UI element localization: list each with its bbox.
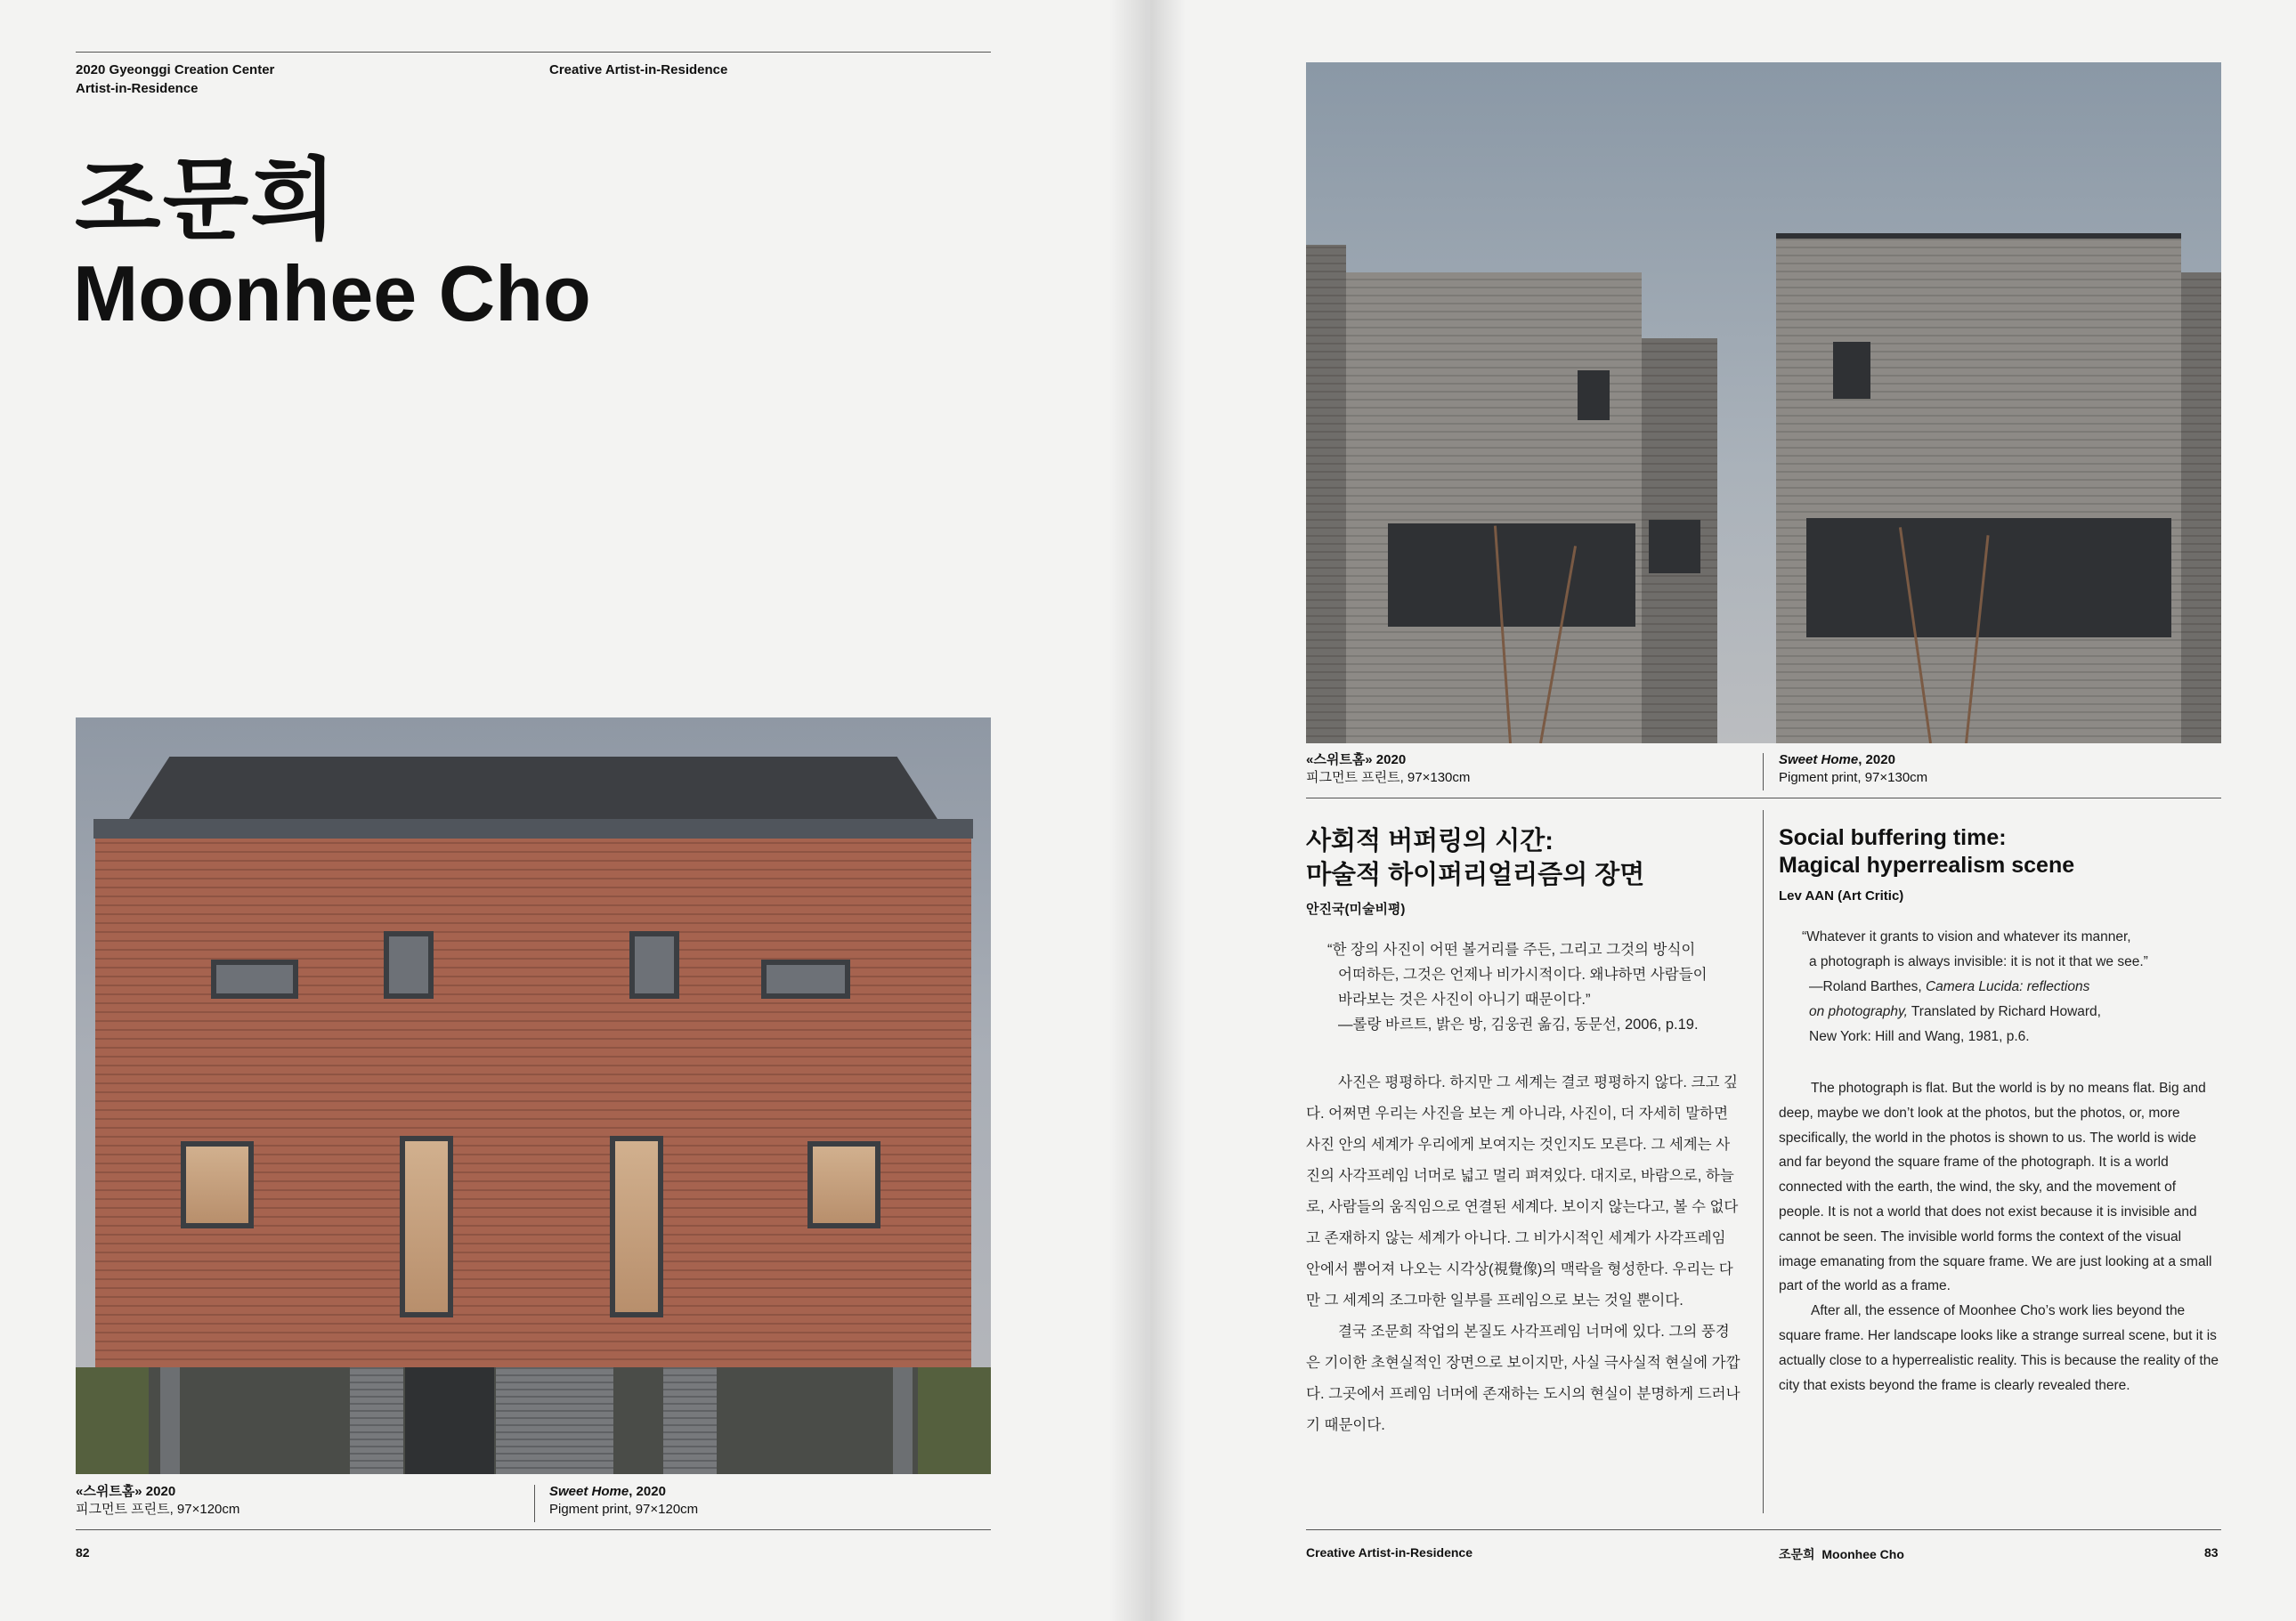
caption-title-ko: «스위트홈» 2020 (76, 1484, 176, 1499)
house-stone-wall (496, 1367, 613, 1474)
caption-right-en (1779, 751, 1927, 787)
caption-medium-ko: 피그먼트 프린트, 97×120cm (76, 1502, 240, 1517)
paragraph: 결국 조문희 작업의 본질도 사각프레임 너머에 있다. 그의 풍경은 기이한 초현실적인 장면으로 보이지만, 사실 극사실적 현실에 가깝다. 그곳에서 프레임 너머에 존재하는 도시의 현실이 분명하게 드러나기 때문이다. (1306, 1324, 1740, 1433)
building-far-right (2181, 272, 2221, 743)
building-window-band (1388, 523, 1635, 627)
building-window (1649, 520, 1700, 573)
house-window-lit (181, 1141, 254, 1228)
house-pillar (160, 1367, 180, 1474)
epigraph-line: 바라보는 것은 사진이 아니기 때문이다.” (1338, 992, 1591, 1008)
paragraph: The photograph is flat. But the world is by no means flat. Big and deep, maybe we don’t look at the photos, but the photos, or, more specifically, the world in the photos is shown to us. The world is wide and far beyond the square frame of the photograph. It is a world connected with the earth, the wind, the sky, and the movement of people. It is not a world that does not exist because it is invisible and cannot be seen. The invisible world forms the context of the visual image emanating from the square frame. We are just looking at a small part of the world as a frame. (1779, 1081, 2212, 1294)
building-right (1776, 237, 2181, 743)
caption-left-en (549, 1483, 698, 1519)
house-pillar (893, 1367, 913, 1474)
house-window (629, 931, 679, 999)
building-window (1578, 370, 1610, 420)
epigraph-ko (1306, 937, 1742, 1037)
caption-left-ko (76, 1483, 239, 1519)
caption-title-ko: «스위트홈» 2020 (1306, 752, 1407, 767)
caption-divider (1763, 753, 1764, 790)
epigraph-source (1809, 1000, 2221, 1025)
house-window (384, 931, 434, 999)
caption-medium-en: Pigment print, 97×130cm (1779, 770, 1928, 785)
gutter-shadow-right (1150, 0, 1186, 1621)
heading-line: 마술적 하이퍼리얼리즘의 장면 (1306, 861, 1645, 889)
building-edge (1306, 245, 1346, 743)
paragraph: 사진은 평평하다. 하지만 그 세계는 결코 평평하지 않다. 크고 깊다. 어쩌면 우리는 사진을 보는 게 아니라, 사진이, 더 자세히 말하면 사진 안의 세계가 우리에게 보여지는 것인지도 모른다. 그 세계는 사진의 사각프레임 너머로 넓고 멀리 펴져있다. 대지로, 바람으로, 하늘로, 사람들의 움직임으로 연결된 세계다. 보이지 않는다고, 볼 수 없다고 존재하지 않는 세계가 아니다. 그 비가시적인 세계가 사각프레임 안에서 뿜어져 나오는 시각상(視覺像)의 맥락을 형성한다. 우리는 다만 그 세계의 조그마한 일부를 프레임으로 보는 것일 뿐이다. (1306, 1074, 1739, 1309)
epigraph-source (1809, 975, 2221, 1000)
house-roof (129, 757, 937, 819)
article-body-en (1779, 1076, 2221, 1398)
article-english (1779, 824, 2221, 1398)
epigraph-line: 어떠하든, 그것은 언제나 비가시적이다. 왜냐하면 사람들이 (1338, 967, 1708, 983)
building-parapet (1776, 233, 2181, 239)
house-pillar (663, 1367, 717, 1474)
header-program-line1: 2020 Gyeonggi Creation Center (76, 62, 275, 77)
caption-title-en: Sweet Home (1779, 752, 1859, 767)
epigraph-line: “한 장의 사진이 어떤 볼거리를 주든, 그리고 그것의 방식이 (1327, 942, 1696, 958)
heading-line: Magical hyperrealism scene (1779, 853, 2075, 878)
heading-line: Social buffering time: (1779, 825, 2007, 850)
header-program-line2: Artist-in-Residence (76, 81, 199, 96)
epigraph-line: “Whatever it grants to vision and whatever its manner, (1802, 929, 2131, 944)
house-brick-wall (95, 839, 971, 1367)
page-number-left: 82 (76, 1545, 90, 1560)
caption-title-en: Sweet Home (549, 1484, 629, 1499)
house-window (761, 960, 850, 999)
epigraph-author: —Roland Barthes, (1809, 979, 1926, 994)
gutter-shadow-left (1109, 0, 1145, 1621)
header-rule-left (76, 52, 991, 53)
caption-right-ko (1306, 751, 1470, 787)
caption-divider (534, 1485, 535, 1522)
house-window-lit (610, 1136, 663, 1317)
header-program (76, 61, 274, 98)
house-door (405, 1367, 494, 1474)
house-window (211, 960, 298, 999)
heading-line: 사회적 버퍼링의 시간: (1306, 827, 1554, 855)
article-heading-en (1779, 824, 2221, 879)
article-heading-ko (1306, 824, 1742, 892)
article-korean (1306, 824, 1742, 1441)
epigraph-en (1779, 925, 2221, 1050)
footer-rule-right (1306, 1529, 2221, 1530)
caption-year-en: , 2020 (629, 1484, 666, 1499)
epigraph-source: —롤랑 바르트, 밝은 방, 김웅권 옮김, 동문선, 2006, p.19. (1338, 1017, 1699, 1033)
building-window (1833, 342, 1870, 399)
byline-en: Lev AAN (Art Critic) (1779, 888, 1904, 904)
footer-section: Creative Artist-in-Residence (1306, 1545, 1473, 1560)
artist-name-english: Moonhee Cho (73, 249, 591, 337)
house-fascia (93, 819, 973, 839)
footer-rule-left (76, 1529, 991, 1530)
header-section: Creative Artist-in-Residence (549, 62, 728, 77)
page-number-right: 83 (2204, 1545, 2219, 1560)
sweet-home-photo-right (1306, 62, 2221, 743)
column-divider (1763, 810, 1764, 1513)
footer-artist: 조문희 Moonhee Cho (1779, 1547, 1904, 1561)
caption-medium-ko: 피그먼트 프린트, 97×130cm (1306, 770, 1471, 785)
caption-medium-en: Pigment print, 97×120cm (549, 1502, 699, 1517)
caption-year-en: , 2020 (1858, 752, 1895, 767)
artist-name-korean: 조문희 (75, 150, 338, 250)
building-left (1346, 272, 1642, 743)
article-body-ko (1306, 1067, 1742, 1441)
epigraph-line: a photograph is always invisible: it is not it that we see.” (1809, 954, 2148, 969)
byline-ko: 안진국(미술비평) (1306, 902, 1406, 917)
epigraph-book-title: Camera Lucida: reflections (1925, 979, 2090, 994)
house-window-lit (400, 1136, 453, 1317)
epigraph-translator: Translated by Richard Howard, (1907, 1004, 2101, 1019)
epigraph-publisher: New York: Hill and Wang, 1981, p.6. (1809, 1029, 2030, 1044)
house-pillar (350, 1367, 403, 1474)
sweet-home-photo-left (76, 717, 991, 1474)
house-window-lit (807, 1141, 880, 1228)
epigraph-book-title: on photography, (1809, 1004, 1908, 1019)
paragraph: After all, the essence of Moonhee Cho’s work lies beyond the square frame. Her landscape looks like a strange surreal scene, but it is actually close to a hyperrealistic reality. This is because the reality of the city that exists beyond the frame is clearly revealed there. (1779, 1303, 2219, 1393)
